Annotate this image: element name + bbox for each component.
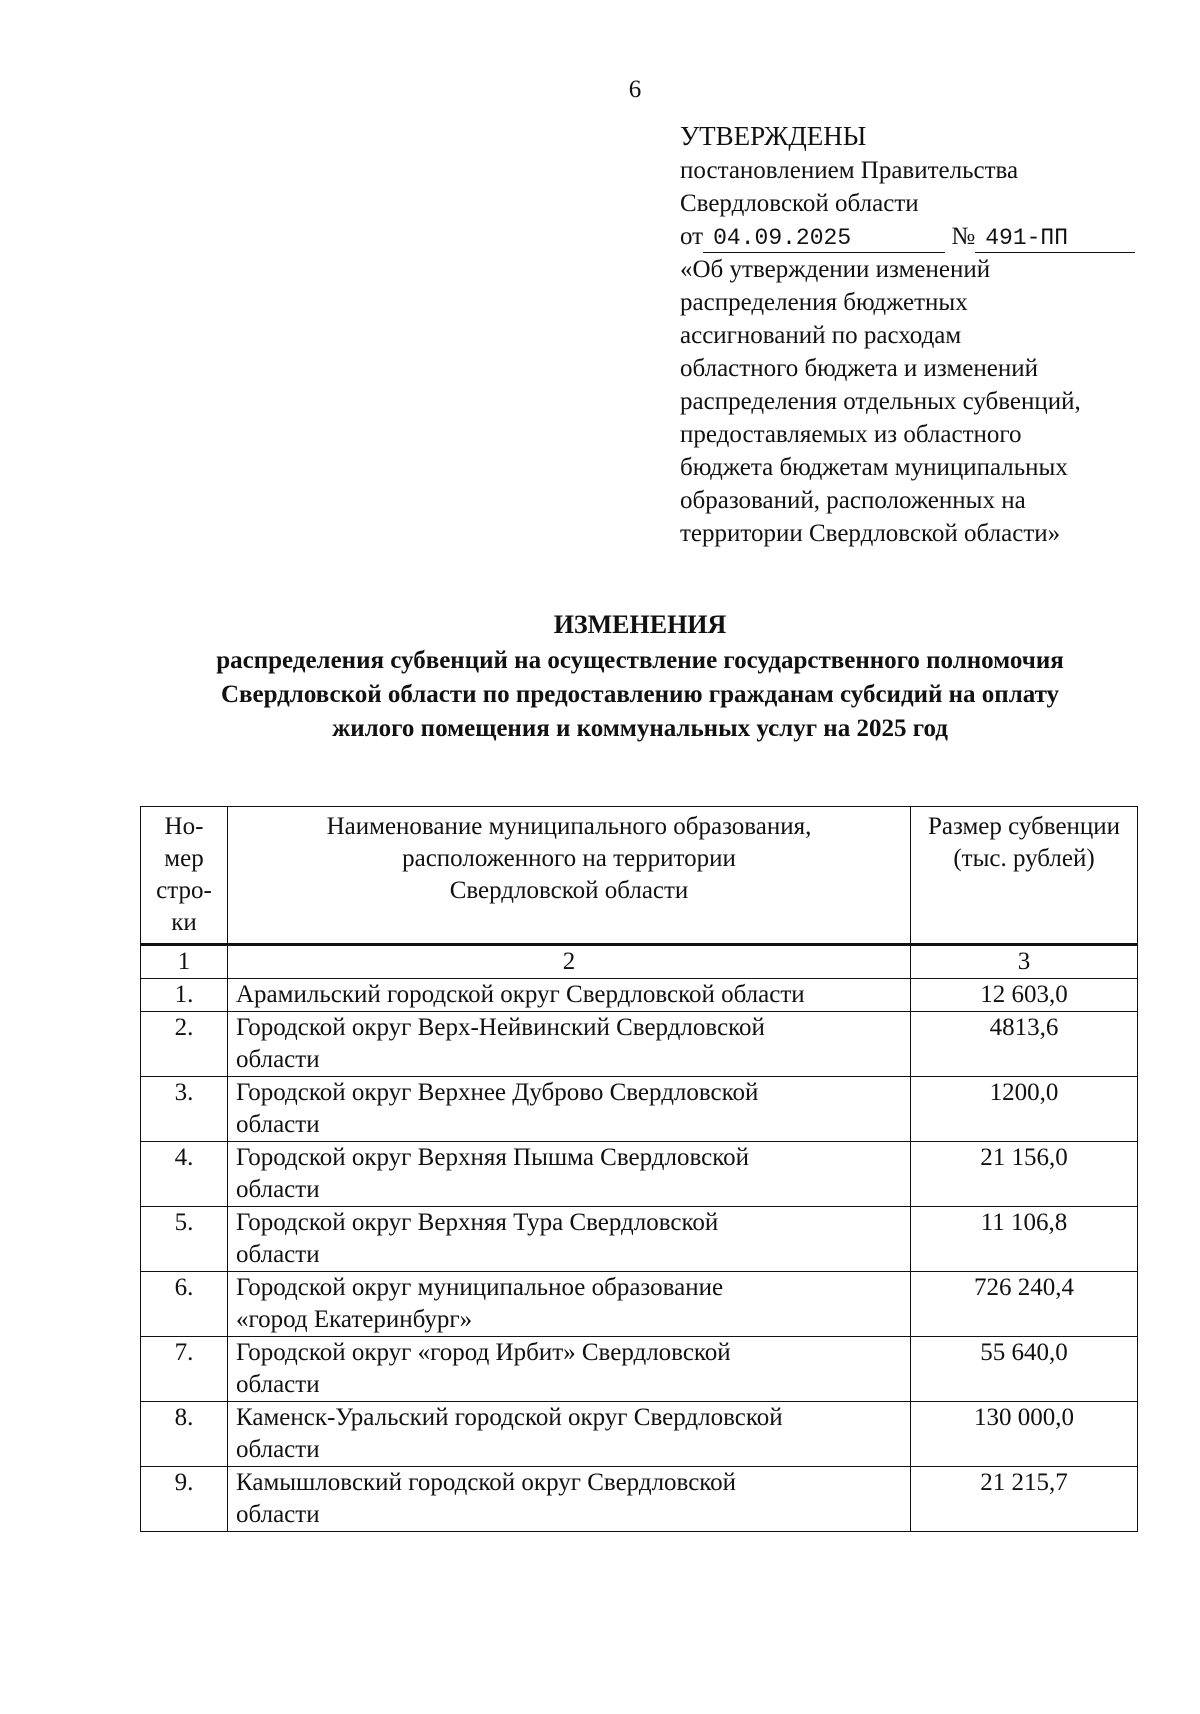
table-row (141, 1077, 1138, 1142)
resolution-line: образований, расположенных на (680, 487, 1026, 514)
municipality-name-line: области (236, 1176, 320, 1203)
resolution-line: бюджета бюджетам муниципальных (680, 454, 1068, 481)
title-line-3: жилого помещения и коммунальных услуг на 2025 год (332, 715, 948, 742)
resolution-line: ассигнований по расходам (680, 322, 962, 349)
page-number: 6 (628, 76, 642, 103)
municipality-name (228, 1272, 911, 1337)
municipality-name (228, 1402, 911, 1467)
column-index-3: 3 (911, 945, 1138, 979)
approval-date-number-line (680, 220, 1160, 253)
resolution-line: областного бюджета и изменений (680, 355, 1038, 382)
resolution-line: территории Свердловской области» (680, 520, 1061, 547)
municipality-name-line: Городской округ Верхнее Дуброво Свердловской (236, 1079, 759, 1106)
table-row (141, 1467, 1138, 1532)
row-number: 9. (141, 1467, 228, 1532)
municipality-name-line: области (236, 1371, 320, 1398)
municipality-name-line: области (236, 1111, 320, 1138)
municipality-name-line: области (236, 1241, 320, 1268)
municipality-name-line: Арамильский городской округ Свердловской области (236, 981, 805, 1008)
title-line-2: Свердловской области по предоставлению гражданам субсидий на оплату (220, 681, 1060, 708)
row-number: 2. (141, 1012, 228, 1077)
municipality-name-line: Городской округ «город Ирбит» Свердловской (236, 1339, 731, 1366)
approval-date: 04.09.2025 (703, 224, 945, 253)
subvention-amount: 130 000,0 (911, 1402, 1138, 1467)
row-number: 1. (141, 979, 228, 1012)
municipality-name (228, 979, 911, 1012)
municipality-name-line: «город Екатеринбург» (236, 1306, 473, 1333)
subvention-amount: 4813,6 (911, 1012, 1138, 1077)
municipality-name-line: Каменск-Уральский городской округ Свердловской (236, 1404, 783, 1431)
approval-line-2: Свердловской области (680, 190, 919, 217)
approval-line-1: постановлением Правительства (680, 157, 1019, 184)
row-number: 5. (141, 1207, 228, 1272)
column-index-row (141, 945, 1138, 979)
resolution-line: предоставляемых из областного (680, 421, 1022, 448)
header-municipality-name: Наименование муниципального образования, расположенного на территории Свердловской области (228, 807, 911, 945)
municipality-name (228, 1207, 911, 1272)
table-row (141, 1207, 1138, 1272)
municipality-name-line: области (236, 1501, 320, 1528)
table-row (141, 979, 1138, 1012)
municipality-name-line: области (236, 1046, 320, 1073)
resolution-line: распределения бюджетных (680, 289, 968, 316)
municipality-name-line: Городской округ Верх-Нейвинский Свердловской (236, 1014, 765, 1041)
date-prefix: от (680, 223, 704, 250)
subvention-amount: 12 603,0 (911, 979, 1138, 1012)
number-prefix: № (951, 223, 976, 250)
table-row (141, 1272, 1138, 1337)
table-header-row (141, 807, 1138, 945)
municipality-name-line: Городской округ Верхняя Тура Свердловской (236, 1209, 719, 1236)
row-number: 7. (141, 1337, 228, 1402)
row-number: 6. (141, 1272, 228, 1337)
row-number: 3. (141, 1077, 228, 1142)
row-number: 4. (141, 1142, 228, 1207)
row-number: 8. (141, 1402, 228, 1467)
column-index-2: 2 (228, 945, 911, 979)
municipality-name (228, 1142, 911, 1207)
subvention-amount: 11 106,8 (911, 1207, 1138, 1272)
subvention-amount: 55 640,0 (911, 1337, 1138, 1402)
municipality-name (228, 1337, 911, 1402)
municipality-name-line: Камышловский городской округ Свердловской (236, 1469, 737, 1496)
document-title (120, 608, 1160, 746)
subvention-amount: 21 156,0 (911, 1142, 1138, 1207)
approval-heading: УТВЕРЖДЕНЫ (680, 121, 867, 151)
approval-number: 491-ПП (975, 224, 1135, 253)
subvention-amount: 1200,0 (911, 1077, 1138, 1142)
column-index-1: 1 (141, 945, 228, 979)
municipality-name-line: области (236, 1436, 320, 1463)
table-body (141, 979, 1138, 1532)
approval-block (680, 118, 1160, 550)
municipality-name-line: Городской округ муниципальное образование (236, 1274, 724, 1301)
header-subvention-amount: Размер субвенции (тыс. рублей) (911, 807, 1138, 945)
resolution-title (680, 253, 1160, 550)
municipality-name (228, 1012, 911, 1077)
municipality-name-line: Городской округ Верхняя Пышма Свердловской (236, 1144, 749, 1171)
table-row (141, 1402, 1138, 1467)
title-main: ИЗМЕНЕНИЯ (553, 610, 727, 639)
municipality-name (228, 1077, 911, 1142)
municipality-name (228, 1467, 911, 1532)
header-row-number: Но- мер стро- ки (141, 807, 228, 945)
resolution-line: «Об утверждении изменений (680, 256, 991, 283)
table-row (141, 1142, 1138, 1207)
resolution-line: распределения отдельных субвенций, (680, 388, 1081, 415)
subvention-amount: 21 215,7 (911, 1467, 1138, 1532)
subventions-table (140, 806, 1138, 1532)
table-row (141, 1337, 1138, 1402)
subvention-amount: 726 240,4 (911, 1272, 1138, 1337)
title-line-1: распределения субвенций на осуществление государственного полномочия (216, 647, 1064, 674)
table-row (141, 1012, 1138, 1077)
